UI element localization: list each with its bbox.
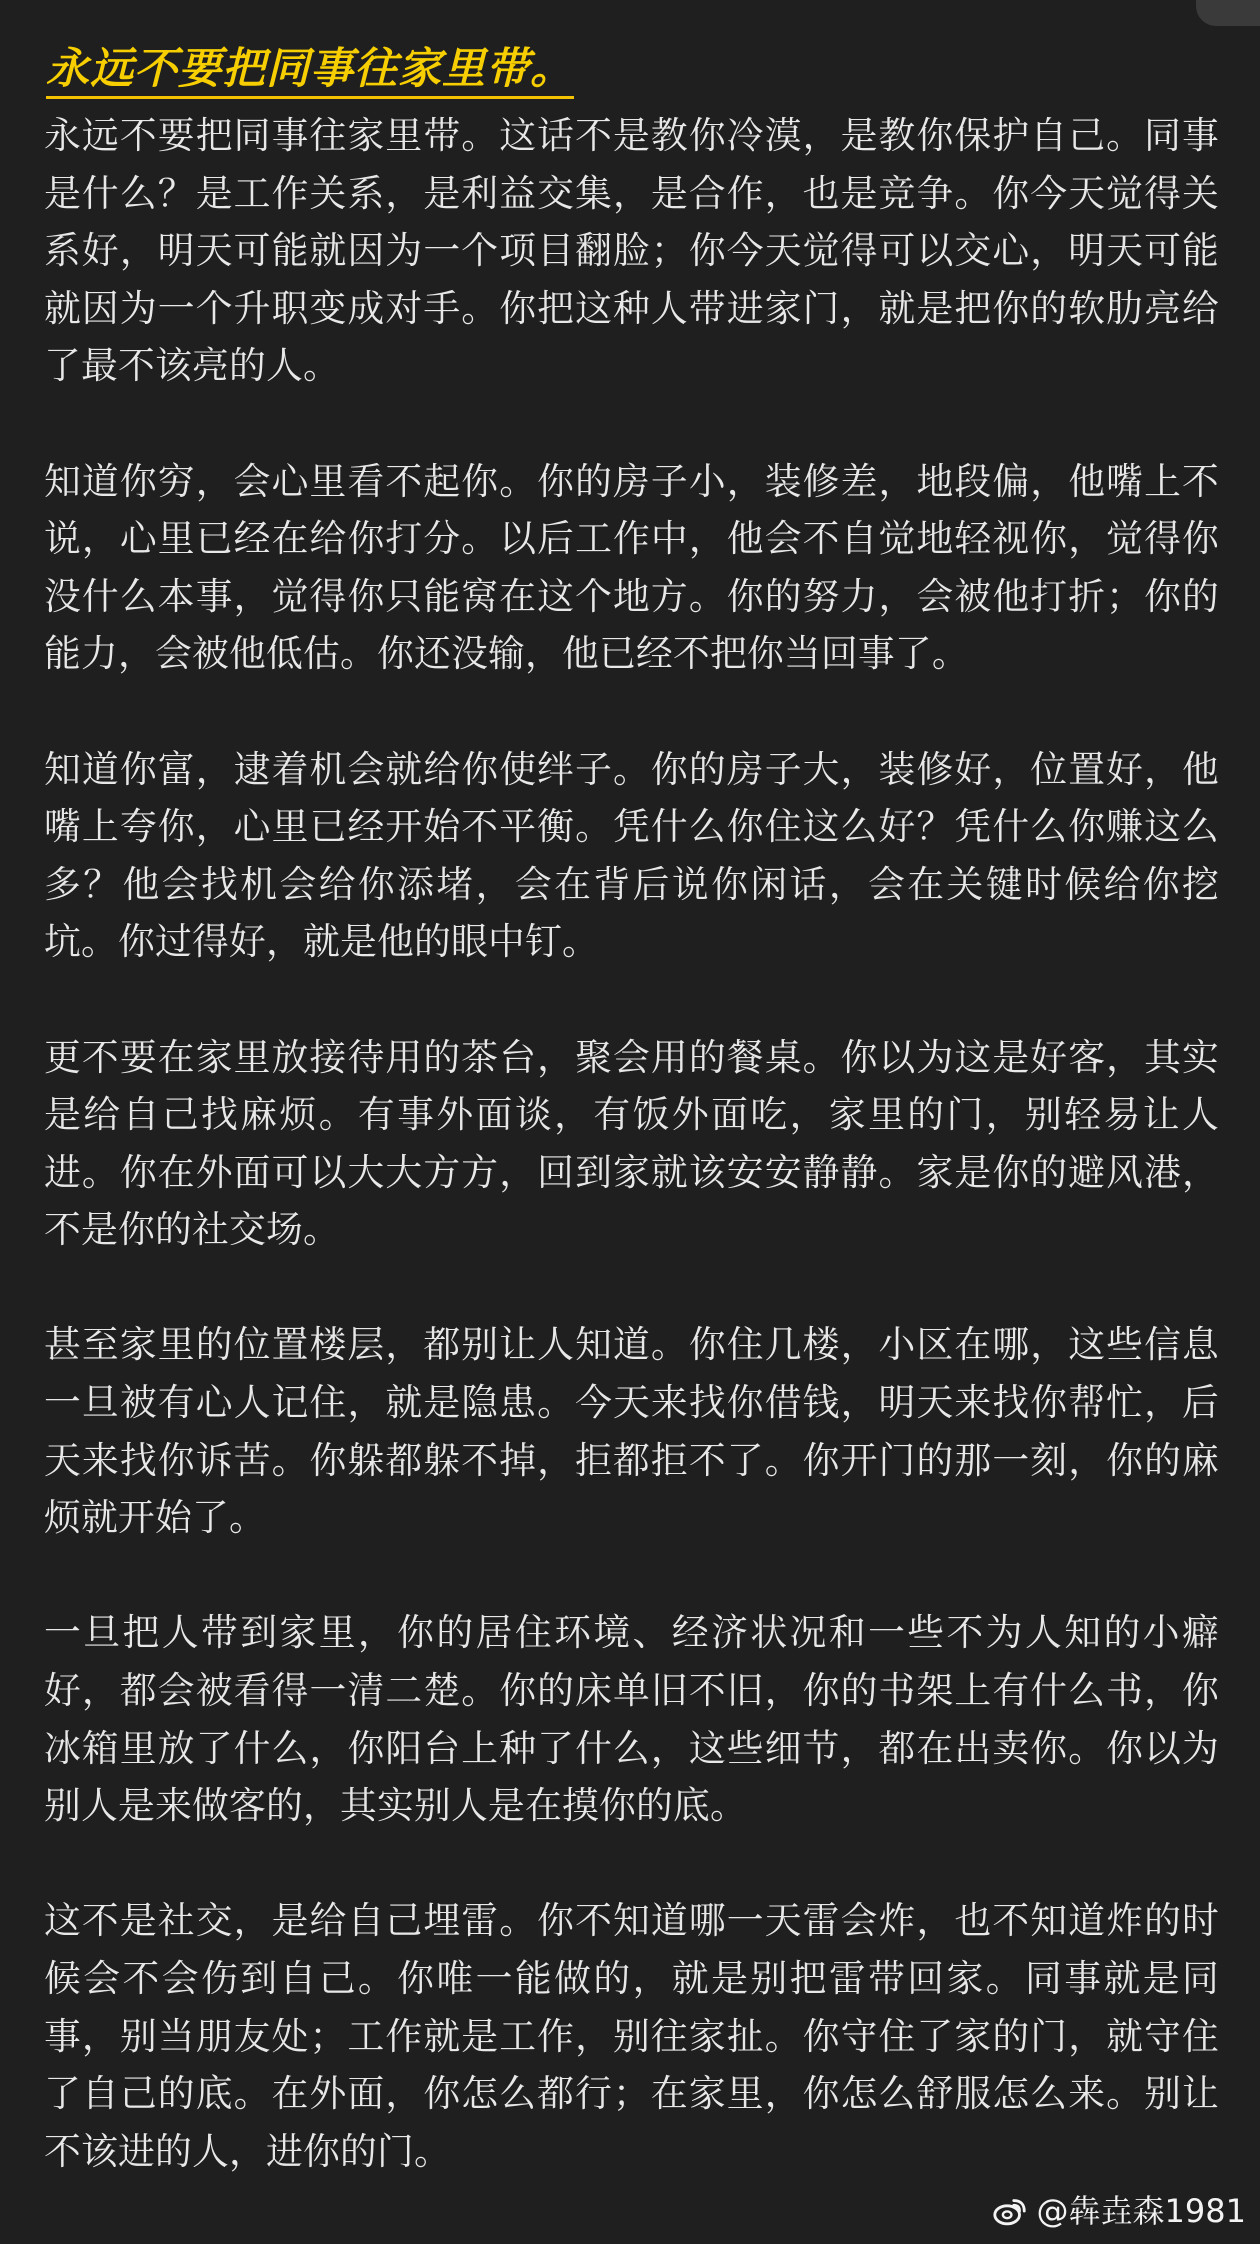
paragraph: 更不要在家里放接待用的茶台，聚会用的餐桌。你以为这是好客，其实是给自己找麻烦。有事外面谈，有饭外面吃，家里的门，别轻易让人进。你在外面可以大大方方，回到家就该安安静静。家是你的避风港，不是你的社交场。	[44, 1035, 1219, 1252]
article-body	[44, 107, 1219, 2180]
paragraph: 永远不要把同事往家里带。这话不是教你冷漠，是教你保护自己。同事是什么？是工作关系，是利益交集，是合作，也是竞争。你今天觉得关系好，明天可能就因为一个项目翻脸；你今天觉得可以交心，明天可能就因为一个升职变成对手。你把这种人带进家门，就是把你的软肋亮给了最不该亮的人。	[44, 114, 1219, 388]
watermark-text: @犇垚森1981	[1036, 2192, 1246, 2230]
article-title: 永远不要把同事往家里带。	[46, 44, 574, 94]
paragraph: 这不是社交，是给自己埋雷。你不知道哪一天雷会炸，也不知道炸的时候会不会伤到自己。你唯一能做的，就是别把雷带回家。同事就是同事，别当朋友处；工作就是工作，别往家扯。你守住了家的门，就守住了自己的底。在外面，你怎么都行；在家里，你怎么舒服怎么来。别让不该进的人，进你的门。	[44, 1899, 1219, 2173]
watermark	[991, 2192, 1246, 2230]
paragraph: 甚至家里的位置楼层，都别让人知道。你住几楼，小区在哪，这些信息一旦被有心人记住，就是隐患。今天来找你借钱，明天来找你帮忙，后天来找你诉苦。你躲都躲不掉，拒都拒不了。你开门的那一刻，你的麻烦就开始了。	[44, 1323, 1219, 1540]
top-right-chip	[1196, 0, 1260, 26]
article	[44, 44, 1219, 2180]
title-underline	[46, 44, 574, 99]
paragraph: 知道你穷，会心里看不起你。你的房子小，装修差，地段偏，他嘴上不说，心里已经在给你打分。以后工作中，他会不自觉地轻视你，觉得你没什么本事，觉得你只能窝在这个地方。你的努力，会被他打折；你的能力，会被他低估。你还没输，他已经不把你当回事了。	[44, 459, 1219, 676]
paragraph: 一旦把人带到家里，你的居住环境、经济状况和一些不为人知的小癖好，都会被看得一清二楚。你的床单旧不旧，你的书架上有什么书，你冰箱里放了什么，你阳台上种了什么，这些细节，都在出卖你。你以为别人是来做客的，其实别人是在摸你的底。	[44, 1611, 1219, 1828]
paragraph: 知道你富，逮着机会就给你使绊子。你的房子大，装修好，位置好，他嘴上夸你，心里已经开始不平衡。凭什么你住这么好？凭什么你赚这么多？他会找机会给你添堵，会在背后说你闲话，会在关键时候给你挖坑。你过得好，就是他的眼中钉。	[44, 747, 1219, 964]
weibo-icon	[991, 2192, 1029, 2230]
